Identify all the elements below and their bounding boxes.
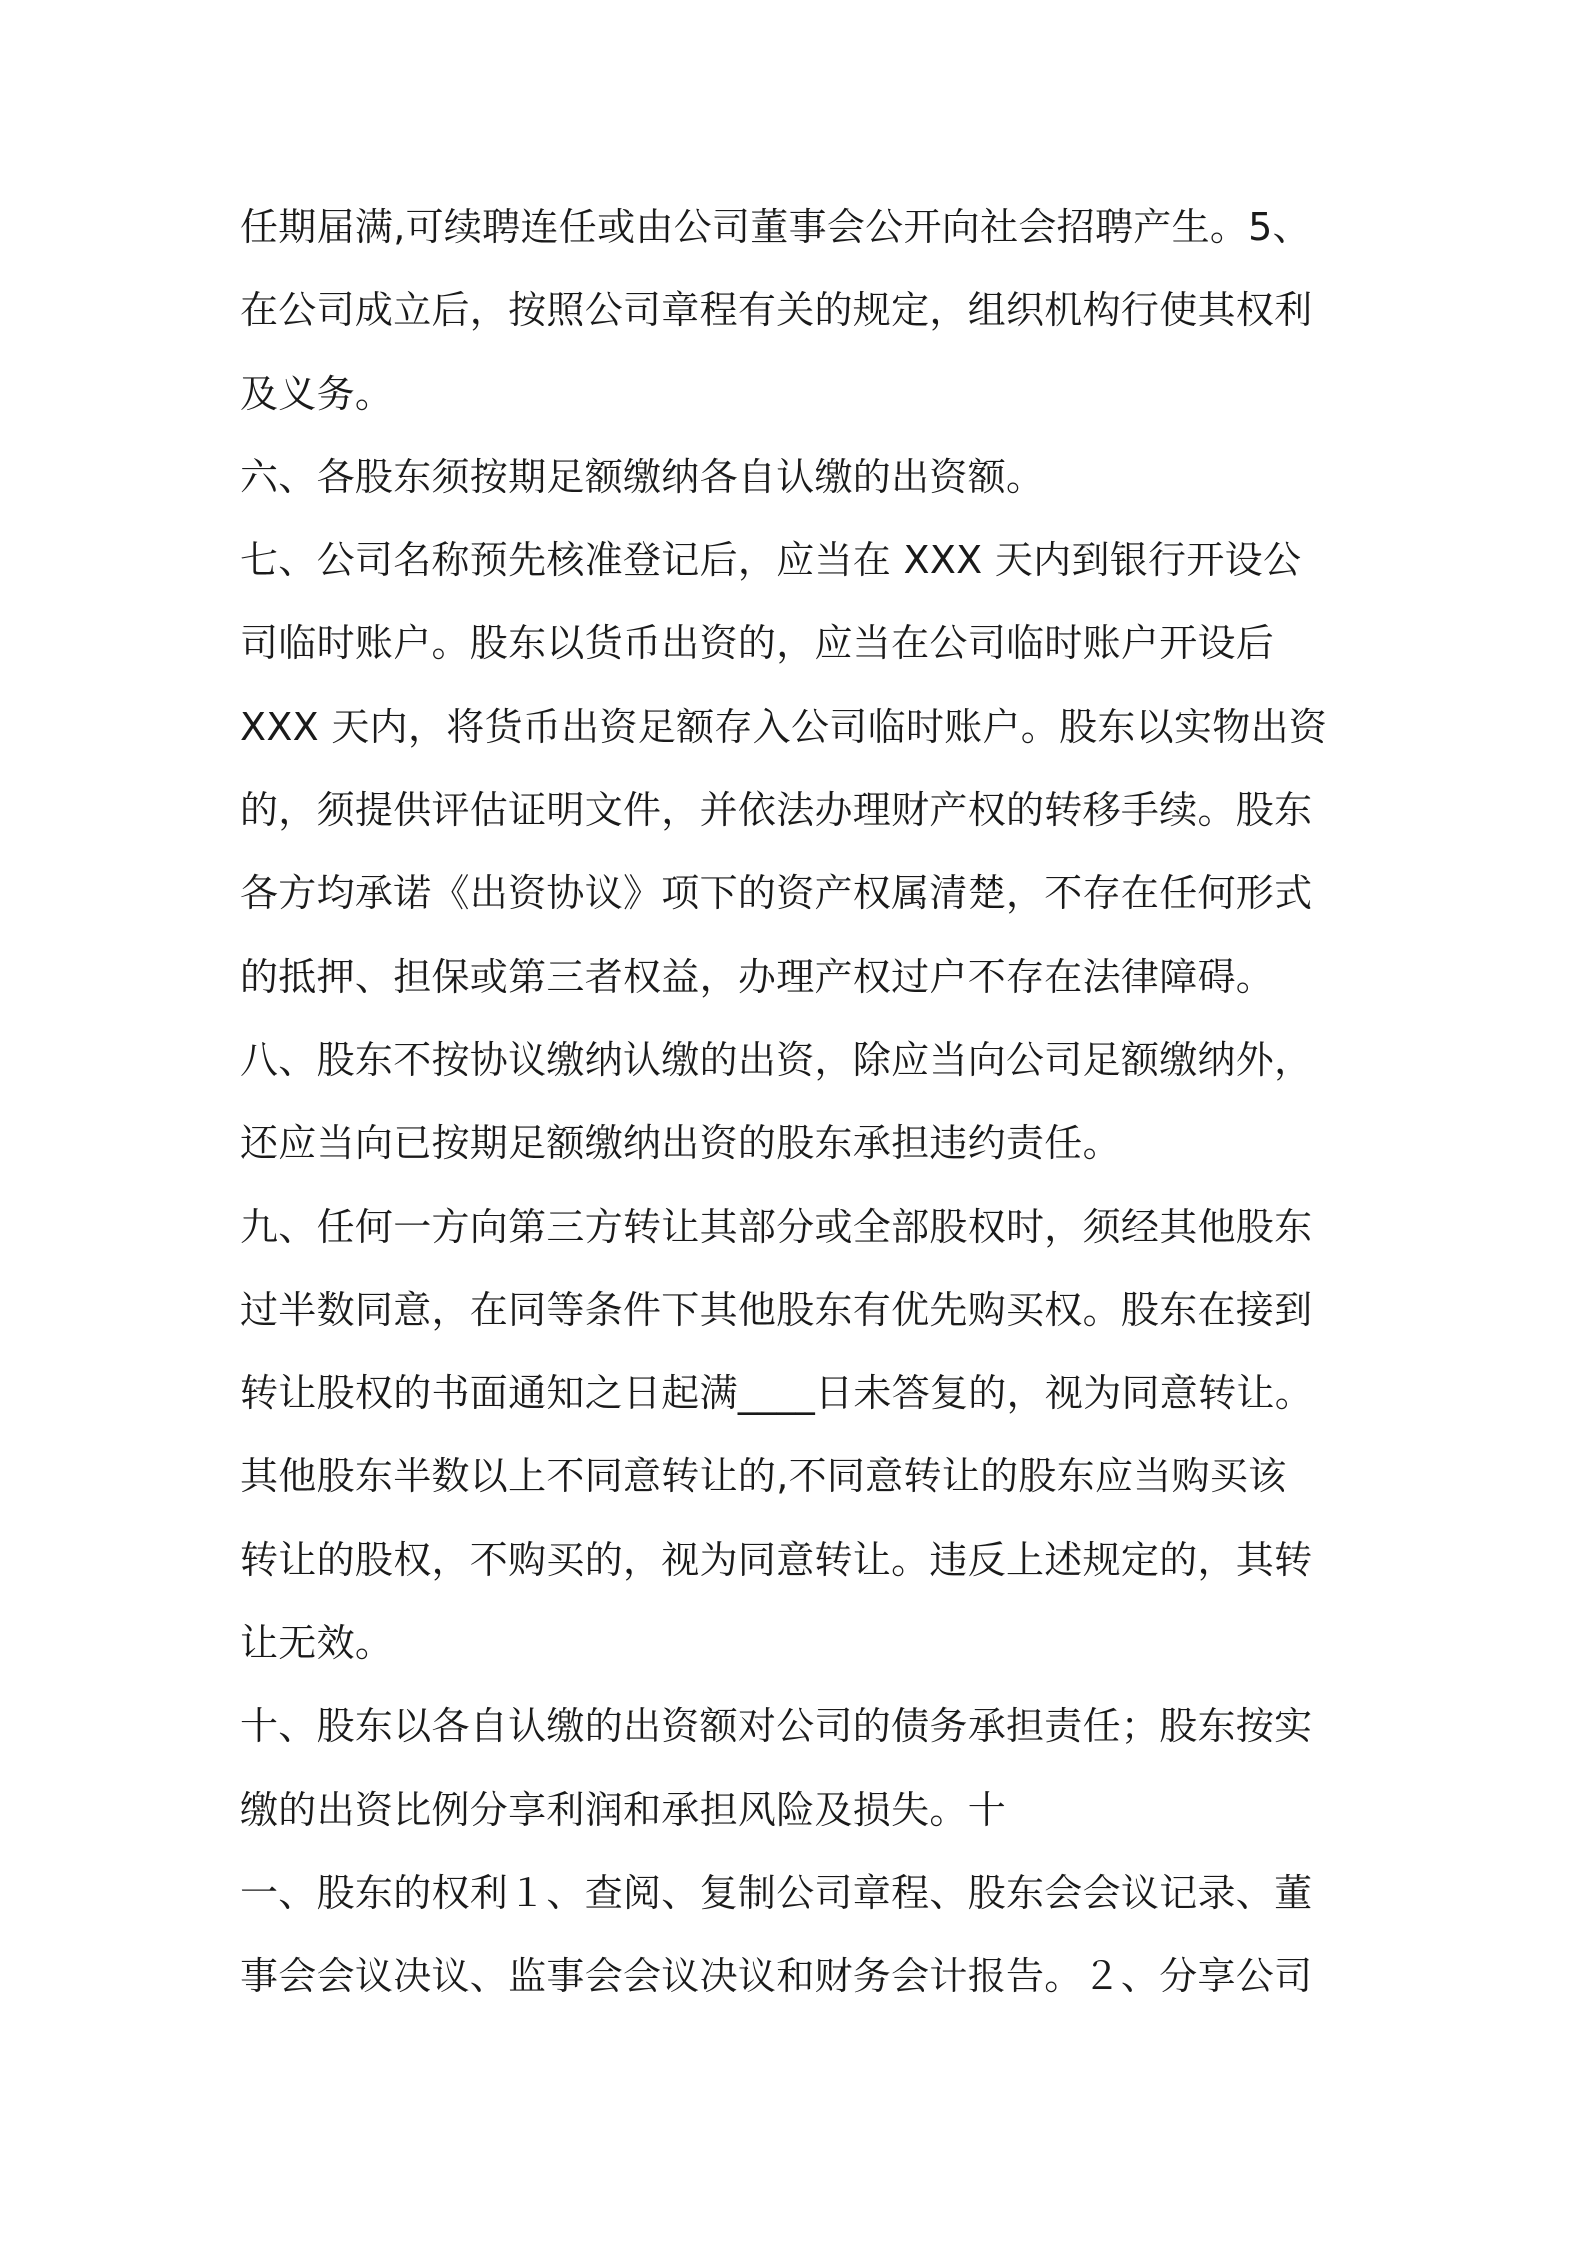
text-line: 六、各股东须按期足额缴纳各自认缴的出资额。 (240, 454, 1045, 499)
text-line: 各方均承诺《出资协议》项下的资产权属清楚，不存在任何形式 (240, 871, 1313, 916)
text-line: 事会会议决议、监事会会议决议和财务会计报告。２、分享公司 (240, 1954, 1313, 1999)
text-line: 转让股权的书面通知之日起满____日未答复的，视为同意转让。 (240, 1371, 1314, 1416)
text-line: XXX 天内，将货币出资足额存入公司临时账户。股东以实物出资 (240, 704, 1328, 749)
text-line: 一、股东的权利１、查阅、复制公司章程、股东会会议记录、董 (240, 1870, 1313, 1915)
text-line: 七、公司名称预先核准登记后，应当在 XXX 天内到银行开设公 (240, 538, 1302, 583)
text-line: 缴的出资比例分享利润和承担风险及损失。十 (240, 1787, 1007, 1832)
text-line: 的，须提供评估证明文件，并依法办理财产权的转移手续。股东 (240, 788, 1313, 833)
text-line: 及义务。 (240, 371, 394, 416)
text-line: 任期届满,可续聘连任或由公司董事会公开向社会招聘产生。5、 (240, 205, 1311, 249)
body-text (240, 186, 1360, 2019)
text-line: 在公司成立后，按照公司章程有关的规定，组织机构行使其权利 (240, 288, 1313, 333)
text-line: 过半数同意，在同等条件下其他股东有优先购买权。股东在接到 (240, 1287, 1313, 1332)
text-line: 司临时账户。股东以货币出资的，应当在公司临时账户开设后 (240, 621, 1275, 666)
text-line: 的抵押、担保或第三者权益，办理产权过户不存在法律障碍。 (240, 954, 1275, 999)
text-line: 转让的股权，不购买的，视为同意转让。违反上述规定的，其转 (240, 1537, 1313, 1582)
text-line: 还应当向已按期足额缴纳出资的股东承担违约责任。 (240, 1121, 1121, 1166)
text-line: 八、股东不按协议缴纳认缴的出资，除应当向公司足额缴纳外， (240, 1037, 1313, 1082)
text-line: 让无效。 (240, 1621, 394, 1666)
text-line: 九、任何一方向第三方转让其部分或全部股权时，须经其他股东 (240, 1204, 1313, 1249)
text-line: 十、股东以各自认缴的出资额对公司的债务承担责任；股东按实 (240, 1704, 1313, 1749)
text-line: 其他股东半数以上不同意转让的,不同意转让的股东应当购买该 (240, 1454, 1287, 1499)
